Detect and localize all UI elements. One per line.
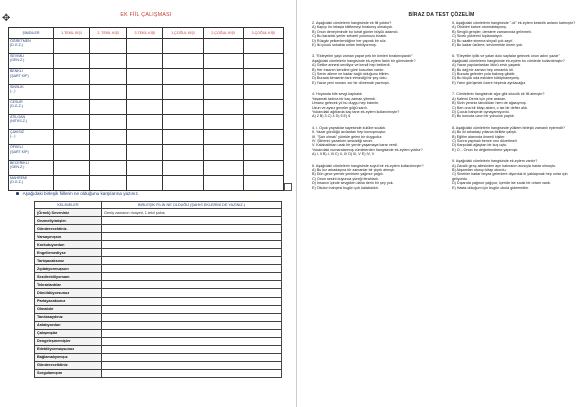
answer-cell[interactable] bbox=[203, 160, 243, 175]
dict-answer-cell[interactable] bbox=[102, 353, 282, 361]
dict-word: Tartışacaksınız bbox=[35, 257, 102, 265]
test-title: BİRAZ DA TEST ÇÖZELİM bbox=[408, 12, 475, 18]
answer-cell[interactable] bbox=[163, 54, 203, 69]
dict-answer-cell[interactable] bbox=[102, 289, 282, 297]
row-tense: (ŞART KİP) bbox=[10, 73, 29, 78]
row-tense: (...) bbox=[10, 134, 16, 139]
question-line: A) Yazar yapılanlardan ötürü zevk yaşardı. bbox=[452, 63, 522, 68]
dict-word: Çalışmışlar bbox=[35, 329, 102, 337]
test-question bbox=[312, 164, 440, 190]
table-row bbox=[35, 297, 282, 305]
question-line: D) Karşıdaki ağaçtan bir kuş uçtu. bbox=[452, 143, 508, 148]
answer-cell[interactable] bbox=[163, 84, 203, 99]
dict-answer-cell[interactable] bbox=[102, 313, 282, 321]
dict-answer-cell[interactable] bbox=[102, 225, 282, 233]
question-stem: 7. Cümlelerin hangisinde ağız gibi sözcük ek fiil almıştır? bbox=[452, 92, 545, 97]
question-line: E) Hasta olduğum için bugün okula gidemedim. bbox=[452, 185, 530, 190]
row-word: ÖFKELİ bbox=[10, 145, 23, 150]
row-tense: (GEN.Z.) bbox=[10, 164, 25, 169]
row-word: ATILGAN bbox=[10, 114, 26, 119]
answer-cell[interactable] bbox=[163, 130, 203, 145]
test-question bbox=[312, 92, 440, 118]
dict-word: Zıplatıyormuşsun bbox=[35, 265, 102, 273]
question-stem: 4. I. Oyuk yapraklar sayesinde kulübe sıcaktı. bbox=[312, 125, 387, 130]
answer-cell[interactable] bbox=[89, 39, 126, 54]
question-line: A) Zavallı genç ailesinden ayrı kalmanın acısıyla hasta olmuştu. bbox=[452, 163, 556, 168]
table-row bbox=[9, 145, 284, 160]
answer-cell[interactable] bbox=[89, 130, 126, 145]
answer-cell[interactable] bbox=[203, 99, 243, 114]
bullet-question bbox=[16, 191, 139, 196]
table-row bbox=[35, 225, 282, 233]
row-tense: (...) bbox=[10, 88, 16, 93]
dict-header-meaning: BİRLEŞİK FİLİN NE OLDUĞU (ŞAHIS EKLERİNİ DE YAZINIZ.) bbox=[102, 202, 282, 209]
row-word: BECERİKLİ bbox=[10, 160, 29, 165]
question-line: A) Kapıyı bu telaşla kilitlemeyi bırakmış olmalıydı. bbox=[312, 25, 393, 30]
row-label bbox=[9, 114, 54, 129]
test-question bbox=[452, 126, 580, 152]
question-stem: 2. Aşağıdaki cümlelerin hangisinde ek fiil yoktur? bbox=[312, 21, 392, 25]
question-line: D) Dışarıda yağmur yağıyor, içeride ise sıcak bir ortam vardı. bbox=[452, 181, 552, 186]
answer-cell[interactable] bbox=[243, 130, 283, 145]
question-line: II. Yazar gördüğü acılardan hep konuşmuştur. bbox=[312, 130, 387, 135]
question-line: E) İki çocuk sokakta onları bekliyormuş. bbox=[312, 43, 377, 48]
table-row bbox=[35, 249, 282, 257]
question-line: IV. Şiirlerini yazarken sessizliği sever. bbox=[312, 138, 373, 143]
question-line: D) Bu saatte sinema sinyali çok zayıf. bbox=[452, 38, 514, 43]
table-row bbox=[35, 233, 282, 241]
row-label bbox=[9, 84, 54, 99]
answer-cell[interactable] bbox=[54, 54, 90, 69]
answer-cell[interactable] bbox=[203, 175, 243, 190]
row-tense: (D.G.Z.) bbox=[10, 179, 23, 184]
row-word: ÇAKISIZ bbox=[10, 130, 24, 135]
question-line: E) Bu kadar üzülme, sevinmekte önem yok. bbox=[452, 43, 524, 48]
answer-cell[interactable] bbox=[243, 84, 283, 99]
table-row bbox=[35, 257, 282, 265]
test-question bbox=[452, 21, 580, 47]
answer-cell[interactable] bbox=[89, 145, 126, 160]
dict-word: Parlayacaksınız bbox=[35, 297, 102, 305]
question-stem: 5. Aşağıdaki cümlelerin hangisinde "-dı" ek-eylem kesinlik anlamı katmıştır? bbox=[452, 21, 576, 25]
answer-cell[interactable] bbox=[54, 145, 90, 160]
dict-answer-cell[interactable] bbox=[102, 337, 282, 345]
row-label bbox=[9, 99, 54, 114]
answer-cell[interactable] bbox=[127, 39, 163, 54]
question-line: B) Her insanın kendine göre kusurları vardır. bbox=[312, 67, 385, 72]
answer-cell[interactable] bbox=[127, 114, 163, 129]
dict-word: Edebiliyormuşsunuz bbox=[35, 345, 102, 353]
answer-cell[interactable] bbox=[243, 69, 283, 84]
dict-word: Gönderecektiniz. bbox=[35, 225, 102, 233]
answer-cell[interactable] bbox=[89, 54, 126, 69]
answer-cell[interactable] bbox=[54, 114, 90, 129]
answer-cell[interactable] bbox=[203, 145, 243, 160]
test-question bbox=[452, 92, 580, 118]
answer-cell[interactable] bbox=[89, 69, 126, 84]
question-line: D) Çocuk bahçede oynayamıyordu. bbox=[452, 109, 510, 114]
answer-cell[interactable] bbox=[127, 145, 163, 160]
dict-word: Tanılasaydınız bbox=[35, 313, 102, 321]
dict-answer-cell[interactable] bbox=[102, 321, 282, 329]
dict-answer-cell[interactable] bbox=[102, 241, 282, 249]
question-stem: 4. Hoyanda bile sevgi kapkaldı bbox=[312, 92, 363, 97]
question-line: C) Sinekler kadar beyaz gelenlere diyorduk ki yaklaşmak hep onlar için geliyordu. bbox=[452, 172, 568, 181]
question-line: C) Senin ailene ne kadar bağlı olduğunu bilirim. bbox=[312, 72, 390, 77]
question-line: Yukarıdaki numaralanmış cümlelerden hangisinde ek-eylem yoktur? bbox=[312, 147, 423, 152]
table-header-cell: 1.TEKİL KİŞİ bbox=[54, 28, 90, 39]
question-line: B) Bu dağ bir zaman hep ormanlık idi. bbox=[452, 67, 514, 72]
dict-word: Dönüldüyorsunuz bbox=[35, 289, 102, 297]
table-row bbox=[35, 329, 282, 337]
row-word: ÖĞRETMEN bbox=[10, 39, 31, 43]
question-line: C) Bu karanlık yerler sebzeli yolumuzu bıraktı. bbox=[312, 34, 388, 39]
table-row bbox=[9, 160, 284, 175]
question-line: Umarız gelecek yıl bu duygu hep bizimle. bbox=[312, 101, 380, 106]
answer-cell[interactable] bbox=[203, 84, 243, 99]
test-column-right bbox=[452, 21, 580, 197]
question-line: A) Kalemi Deniz için yine aranan. bbox=[452, 96, 507, 101]
test-question bbox=[312, 54, 440, 85]
row-label bbox=[9, 130, 54, 145]
question-line: A) Gelibe annesi seviliyor ve kendi hep beklerdi. bbox=[312, 63, 391, 68]
question-line: B) Eğitim alanında önemli kişiler. bbox=[452, 134, 506, 139]
ek-fiil-table-header bbox=[9, 28, 284, 39]
answer-cell[interactable] bbox=[243, 54, 283, 69]
question-line: A) Bu iki arkadaşı yıllarca birlikte çalıştı. bbox=[452, 130, 517, 135]
answer-cell[interactable] bbox=[163, 145, 203, 160]
row-tense: (D.G.Z.) bbox=[10, 103, 23, 108]
answer-cell[interactable] bbox=[89, 160, 126, 175]
dict-answer-cell[interactable] bbox=[102, 305, 282, 313]
question-line: C) Onun sesini duyunca yüreği ferahladı. bbox=[312, 176, 379, 181]
answer-cell[interactable] bbox=[163, 99, 203, 114]
dict-word: Sezdirebiliyorsam bbox=[35, 273, 102, 281]
answer-cell[interactable] bbox=[127, 84, 163, 99]
answer-cell[interactable] bbox=[243, 175, 283, 190]
question-line: Yukarıdaki ağıtlarda kaç tane ek-eylem kullanılmıştır? bbox=[312, 109, 400, 114]
table-row bbox=[9, 130, 284, 145]
answer-cell[interactable] bbox=[243, 99, 283, 114]
table-row bbox=[35, 241, 282, 249]
dict-answer-cell[interactable] bbox=[102, 345, 282, 353]
question-line: C) Sonra yapmalı bence onu düzeltmeli. bbox=[452, 138, 518, 143]
row-label bbox=[9, 145, 54, 160]
question-line: A) Öbürleri kahve oturmaktaymış. bbox=[452, 25, 507, 30]
question-line: E) O... Onun bu değerlendirme yapmıştı. bbox=[452, 147, 519, 152]
table-row bbox=[35, 353, 282, 361]
table-header-cell: 3.TEKİL KİŞİ bbox=[127, 28, 163, 39]
row-word: SİNSLİK bbox=[10, 84, 24, 89]
dict-example-word: (Örnek) Seveniniz bbox=[35, 209, 102, 217]
table-row bbox=[35, 217, 282, 225]
dict-answer-cell[interactable] bbox=[102, 297, 282, 305]
question-line: D) İnsanın içinde sevgiden daha derin bir şey yok. bbox=[312, 181, 394, 186]
test-question bbox=[312, 21, 440, 47]
row-word: CESUR bbox=[10, 99, 23, 104]
answer-cell[interactable] bbox=[203, 39, 243, 54]
answer-cell[interactable] bbox=[163, 69, 203, 84]
row-tense: (ŞART KİP) bbox=[10, 149, 29, 154]
answer-cell[interactable] bbox=[203, 54, 243, 69]
dict-answer-cell[interactable] bbox=[102, 233, 282, 241]
row-word: MAHREMİ bbox=[10, 175, 27, 180]
answer-cell[interactable] bbox=[89, 175, 126, 190]
dict-word: Sorgulamışım bbox=[35, 369, 102, 377]
question-line: Aşağıdaki cümlelerin hangisinde ek-eylem bu cümlede kullanılmıştır? bbox=[452, 58, 565, 63]
answer-cell[interactable] bbox=[54, 160, 90, 175]
resize-handle-icon[interactable] bbox=[284, 183, 292, 191]
question-line: B) Sizin yeniniz tanıdıkları hem de ağasıymış. bbox=[452, 101, 527, 106]
question-line: B) Onun deneyiminde bu tuhaf günler büyük adamdı. bbox=[312, 29, 399, 34]
dict-answer-cell[interactable] bbox=[102, 369, 282, 377]
row-tense: (D.G.Z.) bbox=[10, 43, 23, 48]
answer-cell[interactable] bbox=[203, 69, 243, 84]
question-line: III. "Şair olmak" yürekle gelen bir duygudur. bbox=[312, 134, 383, 139]
row-tense: (GEN.Z.) bbox=[10, 58, 25, 63]
answer-cell[interactable] bbox=[203, 114, 243, 129]
birlesik-fiil-table bbox=[34, 201, 282, 378]
dict-word: Bağlamalıyımışız bbox=[35, 353, 102, 361]
table-row bbox=[35, 361, 282, 369]
question-line: C) Ben ona bir kitap aldım, o ise bir defter aldı. bbox=[452, 105, 529, 110]
table-header-cell: 3.ÇOĞUL KİŞİ bbox=[243, 28, 283, 39]
question-line: A) 2 B) 3 C) 4 D) 5 E) 6 bbox=[312, 114, 351, 119]
table-header-cell: 2. TEKİL KİŞİ bbox=[89, 28, 126, 39]
answer-cell[interactable] bbox=[54, 39, 90, 54]
question-line: C) Sinek yüklerini toplamalıydı. bbox=[452, 34, 503, 39]
table-row bbox=[35, 337, 282, 345]
test-question bbox=[452, 54, 580, 85]
dict-answer-cell[interactable] bbox=[102, 329, 282, 337]
table-row bbox=[35, 281, 282, 289]
table-row bbox=[35, 305, 282, 313]
table-row bbox=[35, 321, 282, 329]
table-row bbox=[9, 175, 284, 190]
dict-answer-cell[interactable] bbox=[102, 281, 282, 289]
answer-cell[interactable] bbox=[89, 114, 126, 129]
dict-example-meaning: Geniş zamanın rivayeti, 1.tekil şahıs bbox=[102, 209, 282, 217]
test-column-left bbox=[312, 21, 440, 197]
worksheet-title: EK FİİL ÇALIŞMASI bbox=[120, 12, 172, 18]
question-line: A) I, II B) I, III C) II, IV D) III, V E) IV, V bbox=[312, 152, 375, 157]
question-line: C) Burada gelenler yola bakmış gibidir. bbox=[452, 72, 516, 77]
question-line: D) Rüzgâr yelkenlendiğine her yaprak bir söz. bbox=[312, 38, 387, 43]
row-label bbox=[9, 39, 54, 54]
dict-word: Anlatıyordun bbox=[35, 321, 102, 329]
table-row bbox=[35, 265, 282, 273]
answer-cell[interactable] bbox=[127, 69, 163, 84]
question-line: B) Dün gece yemek yenirken yağmur yağdı. bbox=[312, 172, 384, 177]
bullet-question-text: Aşağıdaki birleşik fiillerin ne olduğunu karşılarına yazınız. bbox=[22, 191, 140, 196]
answer-cell[interactable] bbox=[243, 114, 283, 129]
test-question bbox=[452, 159, 580, 190]
answer-cell[interactable] bbox=[243, 39, 283, 54]
question-line: Uzun ve aysız geceler göğü sardı. bbox=[312, 105, 368, 110]
question-line: B) Akşamları oturup kitap okurdu. bbox=[452, 167, 507, 172]
answer-cell[interactable] bbox=[54, 69, 90, 84]
table-row bbox=[9, 69, 284, 84]
answer-cell[interactable] bbox=[89, 99, 126, 114]
dict-word: Korkutuyordun bbox=[35, 241, 102, 249]
row-label bbox=[9, 160, 54, 175]
row-label bbox=[9, 69, 54, 84]
dict-answer-cell[interactable] bbox=[102, 361, 282, 369]
answer-cell[interactable] bbox=[127, 99, 163, 114]
row-word: SEVİMLİ bbox=[10, 54, 25, 59]
question-stem: 8. Aşağıdaki cümlelerin hangisinde yüklem birleşik zamanlı eylemdir? bbox=[452, 125, 565, 130]
answer-cell[interactable] bbox=[54, 130, 90, 145]
answer-cell[interactable] bbox=[243, 160, 283, 175]
question-stem: 6. "Eleyelim iyilik ve yalan dolu sayfalar gelecek onun adını yazar" bbox=[452, 54, 560, 59]
table-row bbox=[9, 99, 284, 114]
dict-word: Olmalıdır bbox=[35, 305, 102, 313]
row-word: BENKLİ bbox=[10, 69, 23, 74]
dict-answer-cell[interactable] bbox=[102, 257, 282, 265]
question-stem: 9. Aşağıdaki cümlelerin hangisinde ek-eylem vardır? bbox=[452, 159, 538, 164]
answer-cell[interactable] bbox=[127, 175, 163, 190]
answer-cell[interactable] bbox=[127, 54, 163, 69]
dict-answer-cell[interactable] bbox=[102, 249, 282, 257]
test-question bbox=[312, 126, 440, 157]
row-label bbox=[9, 175, 54, 190]
table-header-cell: 1.ÇOĞUL KİŞİ bbox=[163, 28, 203, 39]
answer-cell[interactable] bbox=[163, 160, 203, 175]
question-line: A) Bu kız arkadaşına bir zamanlar bir çiçek almıştı. bbox=[312, 167, 395, 172]
bullet-icon bbox=[16, 192, 19, 195]
table-row bbox=[35, 209, 282, 217]
table-row bbox=[9, 39, 284, 54]
dict-word: Göndereceiktiniz bbox=[35, 361, 102, 369]
table-header-cell: ŞİMDİLER bbox=[9, 28, 54, 39]
dict-word: Tekrarlardılar bbox=[35, 281, 102, 289]
question-line: E) Okulun bahçesi bugün çok kalabalıktı. bbox=[312, 185, 379, 190]
dict-answer-cell[interactable] bbox=[102, 273, 282, 281]
row-label bbox=[9, 54, 54, 69]
dict-header-words: KELİMELER bbox=[35, 202, 102, 209]
question-line: Aşağıdaki cümlelerin hangisinde ek-eylem farklı bir görevdedir? bbox=[312, 58, 416, 63]
table-row bbox=[35, 273, 282, 281]
question-stem: 6. Aşağıdaki cümlelerin hangisinde soyut bir ek-eylem kullanılmıştır? bbox=[312, 163, 424, 168]
answer-cell[interactable] bbox=[54, 175, 90, 190]
dict-word: Varsayınışsın bbox=[35, 233, 102, 241]
table-row bbox=[9, 84, 284, 99]
question-line: E) Yarın görüşmek üzere hepimiz ayrılacağız. bbox=[452, 80, 527, 85]
question-line: Yaşamak tadına bir kaç zaman yitmedi. bbox=[312, 96, 377, 101]
question-line: E) Yazar yeni romanı zor bir dönemde yazmıştı. bbox=[312, 80, 390, 85]
answer-cell[interactable] bbox=[163, 39, 203, 54]
answer-cell[interactable] bbox=[203, 130, 243, 145]
question-line: V. Kalabalıktan uzak bir yerde yaşamaya karar verdi. bbox=[312, 143, 398, 148]
table-row bbox=[35, 369, 282, 377]
question-line: D) Bu küçük oda eskiden kütüphaneymiş. bbox=[452, 76, 520, 81]
question-line: D) Burada kimsenin fark etmediği bir şey oldu. bbox=[312, 76, 388, 81]
answer-cell[interactable] bbox=[163, 175, 203, 190]
answer-cell[interactable] bbox=[127, 160, 163, 175]
table-row bbox=[35, 345, 282, 353]
dict-word: Gezmeliyimişler. bbox=[35, 217, 102, 225]
answer-cell[interactable] bbox=[54, 84, 90, 99]
table-header-cell: 2.ÇOĞUL KİŞİ bbox=[203, 28, 243, 39]
question-stem: 3. "Ekleyelim yaşlı zaman yapar pek bir kimleri bırakmışlardır" bbox=[312, 54, 413, 59]
question-line: B) Sevgili gençler, derslere zamanında gelinmeli. bbox=[452, 29, 532, 34]
question-line: E) Bu konuda uzun bir yolculuk yaptık. bbox=[452, 114, 515, 119]
answer-cell[interactable] bbox=[243, 145, 283, 160]
answer-cell[interactable] bbox=[54, 99, 90, 114]
table-row bbox=[9, 114, 284, 129]
answer-cell[interactable] bbox=[163, 114, 203, 129]
answer-cell[interactable] bbox=[89, 84, 126, 99]
table-row bbox=[9, 54, 284, 69]
dict-answer-cell[interactable] bbox=[102, 265, 282, 273]
dict-answer-cell[interactable] bbox=[102, 217, 282, 225]
dict-word: Engellemediyse bbox=[35, 249, 102, 257]
answer-cell[interactable] bbox=[127, 130, 163, 145]
table-row bbox=[35, 289, 282, 297]
row-tense: (NİTKS.Z.) bbox=[10, 119, 28, 124]
move-handle-icon[interactable]: ✥ bbox=[2, 13, 11, 24]
ek-fiil-table bbox=[8, 27, 284, 191]
dict-word: Dengeleşmemişler bbox=[35, 337, 102, 345]
table-row bbox=[35, 313, 282, 321]
